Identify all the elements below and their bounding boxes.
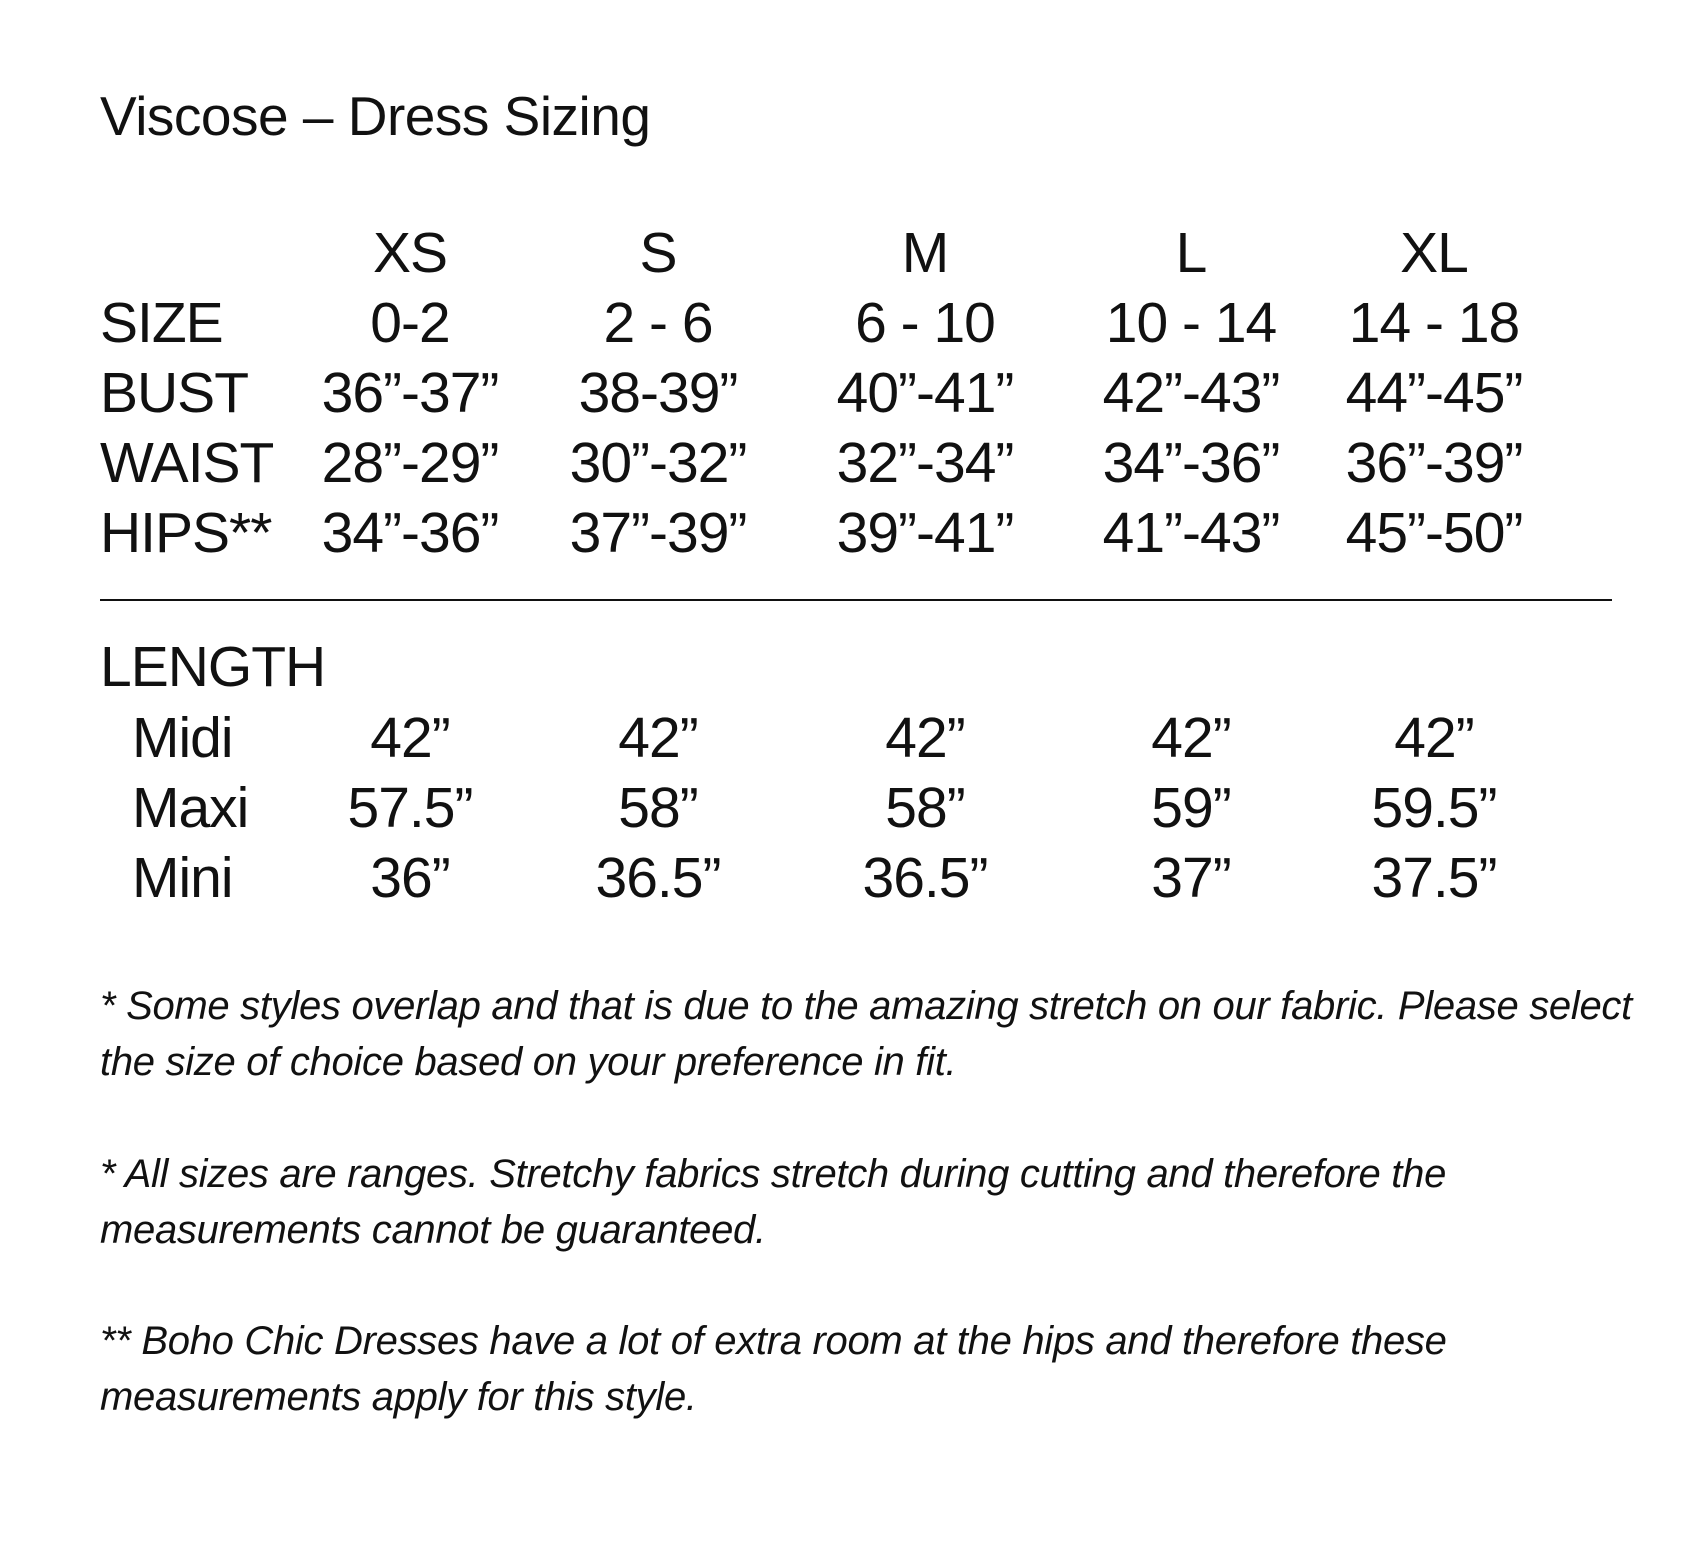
table-cell: 37”-39” (569, 501, 747, 565)
table-cell: 36”-39” (1345, 431, 1523, 495)
table-cell: 42”-43” (1102, 361, 1280, 425)
table-cell: 37” (1151, 846, 1231, 910)
note-size-ranges: * All sizes are ranges. Stretchy fabrics stretch during cutting and therefore the measurements cannot be guaranteed. (100, 1152, 1447, 1252)
table-cell: 32”-34” (836, 431, 1014, 495)
divider (100, 599, 1612, 601)
table-cell: 0-2 (370, 291, 450, 355)
row-label: WAIST (100, 431, 274, 495)
table-cell: 57.5” (347, 776, 473, 840)
table-cell: 42” (885, 706, 965, 770)
table-cell: 45”-50” (1345, 501, 1523, 565)
table-cell: 36.5” (595, 846, 721, 910)
table-cell: 37.5” (1371, 846, 1497, 910)
length-row-maxi (0, 773, 1692, 843)
row-label: HIPS** (100, 501, 272, 565)
table-cell: 28”-29” (321, 431, 499, 495)
table-cell: 38-39” (578, 361, 738, 425)
size-header-s: S (639, 221, 677, 285)
table-cell: 30”-32” (569, 431, 747, 495)
table-cell: 10 - 14 (1105, 291, 1277, 355)
table-cell: 42” (1151, 706, 1231, 770)
size-header-xl: XL (1400, 221, 1468, 285)
length-row-midi (0, 703, 1692, 773)
table-cell: 40”-41” (836, 361, 1014, 425)
table-cell: 44”-45” (1345, 361, 1523, 425)
row-label: SIZE (100, 291, 223, 355)
measurement-row-size (0, 288, 1692, 358)
size-header-row (0, 218, 1692, 288)
size-header-l: L (1175, 221, 1207, 285)
table-cell: 39”-41” (836, 501, 1014, 565)
table-cell: 59” (1151, 776, 1231, 840)
measurement-row-hips (0, 498, 1692, 568)
table-cell: 36.5” (862, 846, 988, 910)
note-stretch-overlap: * Some styles overlap and that is due to the amazing stretch on our fabric. Please select the size of choice based on your preference in fit. (100, 984, 1632, 1084)
size-header-m: M (901, 221, 949, 285)
table-cell: 58” (618, 776, 698, 840)
table-cell: 36”-37” (321, 361, 499, 425)
row-label: BUST (100, 361, 249, 425)
table-cell: 58” (885, 776, 965, 840)
table-cell: 59.5” (1371, 776, 1497, 840)
row-label: Mini (132, 846, 233, 910)
row-label: Maxi (132, 776, 249, 840)
table-cell: 42” (618, 706, 698, 770)
page-title: Viscose – Dress Sizing (100, 85, 651, 147)
table-cell: 42” (370, 706, 450, 770)
measurement-row-bust (0, 358, 1692, 428)
row-label: Midi (132, 706, 233, 770)
table-cell: 34”-36” (1102, 431, 1280, 495)
size-header-xs: XS (372, 221, 448, 285)
table-cell: 42” (1394, 706, 1474, 770)
measurement-row-waist (0, 428, 1692, 498)
table-cell: 14 - 18 (1348, 291, 1520, 355)
table-cell: 2 - 6 (603, 291, 713, 355)
table-cell: 6 - 10 (855, 291, 995, 355)
table-cell: 36” (370, 846, 450, 910)
length-row-mini (0, 843, 1692, 913)
note-hips-boho: ** Boho Chic Dresses have a lot of extra room at the hips and therefore these measurements apply for this style. (100, 1319, 1447, 1419)
table-cell: 41”-43” (1102, 501, 1280, 565)
length-section-label: LENGTH (100, 635, 326, 699)
table-cell: 34”-36” (321, 501, 499, 565)
